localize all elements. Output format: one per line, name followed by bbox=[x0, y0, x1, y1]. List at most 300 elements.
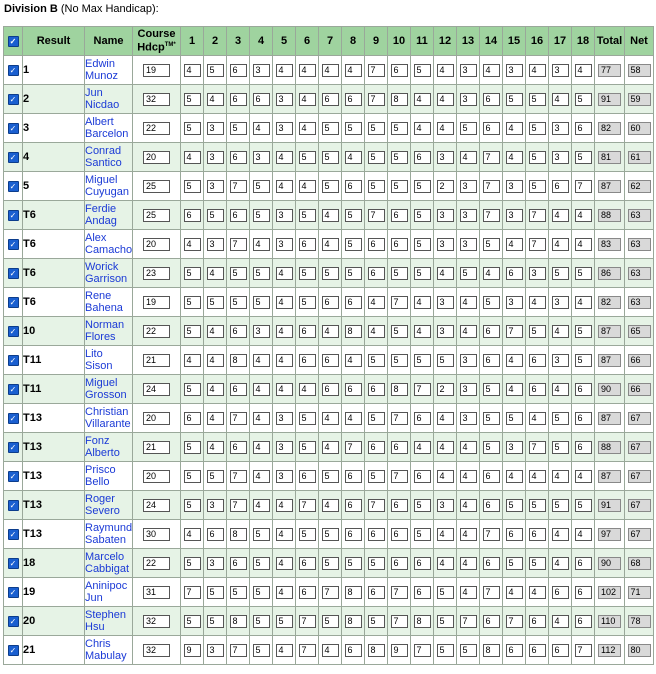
hdcp-input[interactable]: 22 bbox=[143, 325, 170, 338]
hole-13-score-input[interactable]: 3 bbox=[460, 209, 477, 222]
hole-15-score-input[interactable]: 7 bbox=[506, 325, 523, 338]
hole-17-score-input[interactable]: 4 bbox=[552, 557, 569, 570]
hole-4-score-input[interactable]: 4 bbox=[253, 354, 270, 367]
hole-8-score-input[interactable]: 8 bbox=[345, 586, 362, 599]
hdcp-input[interactable]: 20 bbox=[143, 470, 170, 483]
hole-11-score-input[interactable]: 5 bbox=[414, 528, 431, 541]
hole-18-score-input[interactable]: 4 bbox=[575, 64, 592, 77]
hdcp-input[interactable]: 21 bbox=[143, 441, 170, 454]
hole-14-score-input[interactable]: 7 bbox=[483, 586, 500, 599]
hole-6-score-input[interactable]: 5 bbox=[299, 267, 316, 280]
hole-13-score-input[interactable]: 4 bbox=[460, 499, 477, 512]
player-name-link[interactable] bbox=[85, 116, 128, 140]
hdcp-input[interactable]: 32 bbox=[143, 93, 170, 106]
hole-7-score-input[interactable]: 5 bbox=[322, 180, 339, 193]
row-checkbox[interactable]: ✓ bbox=[8, 500, 19, 511]
hole-8-score-input[interactable]: 5 bbox=[345, 238, 362, 251]
hole-15-score-input[interactable]: 6 bbox=[506, 644, 523, 657]
hole-13-score-input[interactable]: 4 bbox=[460, 586, 477, 599]
hole-1-score-input[interactable]: 4 bbox=[184, 238, 201, 251]
hdcp-input[interactable]: 31 bbox=[143, 586, 170, 599]
hole-11-score-input[interactable]: 5 bbox=[414, 267, 431, 280]
hdcp-input[interactable]: 24 bbox=[143, 383, 170, 396]
hole-4-score-input[interactable]: 4 bbox=[253, 238, 270, 251]
hole-15-score-input[interactable]: 6 bbox=[506, 267, 523, 280]
hole-18-score-input[interactable]: 6 bbox=[575, 615, 592, 628]
hole-3-score-input[interactable]: 8 bbox=[230, 528, 247, 541]
hole-7-score-input[interactable]: 5 bbox=[322, 557, 339, 570]
hole-18-score-input[interactable]: 5 bbox=[575, 499, 592, 512]
hole-14-score-input[interactable]: 4 bbox=[483, 267, 500, 280]
hole-12-score-input[interactable]: 4 bbox=[437, 267, 454, 280]
hole-5-score-input[interactable]: 3 bbox=[276, 93, 293, 106]
hole-7-score-input[interactable]: 7 bbox=[322, 586, 339, 599]
hole-9-score-input[interactable]: 4 bbox=[368, 325, 385, 338]
hdcp-input[interactable]: 19 bbox=[143, 296, 170, 309]
hole-18-score-input[interactable]: 6 bbox=[575, 586, 592, 599]
hole-16-score-input[interactable]: 4 bbox=[529, 412, 546, 425]
hole-12-score-input[interactable]: 5 bbox=[437, 615, 454, 628]
hole-1-score-input[interactable]: 5 bbox=[184, 615, 201, 628]
hole-8-score-input[interactable]: 6 bbox=[345, 528, 362, 541]
hole-4-score-input[interactable]: 5 bbox=[253, 615, 270, 628]
hole-10-score-input[interactable]: 6 bbox=[391, 209, 408, 222]
hole-3-score-input[interactable]: 5 bbox=[230, 586, 247, 599]
hole-9-score-input[interactable]: 5 bbox=[368, 615, 385, 628]
hole-10-score-input[interactable]: 5 bbox=[391, 151, 408, 164]
hole-14-score-input[interactable]: 5 bbox=[483, 296, 500, 309]
hole-10-score-input[interactable]: 9 bbox=[391, 644, 408, 657]
hole-7-score-input[interactable]: 4 bbox=[322, 412, 339, 425]
hole-16-score-input[interactable]: 5 bbox=[529, 122, 546, 135]
hole-6-score-input[interactable]: 7 bbox=[299, 499, 316, 512]
hole-5-score-input[interactable]: 4 bbox=[276, 354, 293, 367]
hole-2-score-input[interactable]: 3 bbox=[207, 238, 224, 251]
hole-4-score-input[interactable]: 5 bbox=[253, 586, 270, 599]
hole-15-score-input[interactable]: 4 bbox=[506, 122, 523, 135]
row-checkbox[interactable]: ✓ bbox=[8, 65, 19, 76]
hole-1-score-input[interactable]: 7 bbox=[184, 586, 201, 599]
hole-14-score-input[interactable]: 6 bbox=[483, 325, 500, 338]
hole-5-score-input[interactable]: 4 bbox=[276, 644, 293, 657]
hole-10-score-input[interactable]: 6 bbox=[391, 499, 408, 512]
hole-3-score-input[interactable]: 7 bbox=[230, 499, 247, 512]
hole-10-score-input[interactable]: 6 bbox=[391, 528, 408, 541]
hole-6-score-input[interactable]: 4 bbox=[299, 122, 316, 135]
hole-7-score-input[interactable]: 4 bbox=[322, 644, 339, 657]
hole-11-score-input[interactable]: 8 bbox=[414, 615, 431, 628]
hole-16-score-input[interactable]: 5 bbox=[529, 325, 546, 338]
hole-16-score-input[interactable]: 4 bbox=[529, 64, 546, 77]
player-name-link[interactable] bbox=[85, 609, 126, 633]
hole-5-score-input[interactable]: 4 bbox=[276, 528, 293, 541]
hole-5-score-input[interactable]: 4 bbox=[276, 383, 293, 396]
hole-4-score-input[interactable]: 5 bbox=[253, 296, 270, 309]
hole-16-score-input[interactable]: 7 bbox=[529, 209, 546, 222]
hole-2-score-input[interactable]: 3 bbox=[207, 499, 224, 512]
hole-16-score-input[interactable]: 6 bbox=[529, 615, 546, 628]
hole-17-score-input[interactable]: 6 bbox=[552, 644, 569, 657]
hole-9-score-input[interactable]: 5 bbox=[368, 354, 385, 367]
hole-7-score-input[interactable]: 6 bbox=[322, 383, 339, 396]
hole-11-score-input[interactable]: 6 bbox=[414, 586, 431, 599]
hole-10-score-input[interactable]: 5 bbox=[391, 325, 408, 338]
hole-10-score-input[interactable]: 5 bbox=[391, 122, 408, 135]
hole-18-score-input[interactable]: 4 bbox=[575, 528, 592, 541]
hole-13-score-input[interactable]: 4 bbox=[460, 441, 477, 454]
hole-8-score-input[interactable]: 5 bbox=[345, 209, 362, 222]
hole-17-score-input[interactable]: 3 bbox=[552, 151, 569, 164]
hole-17-score-input[interactable]: 3 bbox=[552, 296, 569, 309]
hole-5-score-input[interactable]: 5 bbox=[276, 615, 293, 628]
hdcp-input[interactable]: 32 bbox=[143, 615, 170, 628]
hole-17-score-input[interactable]: 5 bbox=[552, 412, 569, 425]
hole-1-score-input[interactable]: 5 bbox=[184, 557, 201, 570]
hole-6-score-input[interactable]: 4 bbox=[299, 383, 316, 396]
hole-17-score-input[interactable]: 6 bbox=[552, 586, 569, 599]
hole-3-score-input[interactable]: 5 bbox=[230, 122, 247, 135]
hole-8-score-input[interactable]: 6 bbox=[345, 93, 362, 106]
hole-14-score-input[interactable]: 5 bbox=[483, 238, 500, 251]
hole-12-score-input[interactable]: 5 bbox=[437, 354, 454, 367]
hole-13-score-input[interactable]: 4 bbox=[460, 528, 477, 541]
hole-1-score-input[interactable]: 5 bbox=[184, 180, 201, 193]
hole-3-score-input[interactable]: 5 bbox=[230, 267, 247, 280]
hole-1-score-input[interactable]: 5 bbox=[184, 122, 201, 135]
hole-8-score-input[interactable]: 6 bbox=[345, 383, 362, 396]
hole-10-score-input[interactable]: 7 bbox=[391, 615, 408, 628]
hole-9-score-input[interactable]: 7 bbox=[368, 64, 385, 77]
row-checkbox[interactable]: ✓ bbox=[8, 152, 19, 163]
hole-18-score-input[interactable]: 6 bbox=[575, 412, 592, 425]
hole-8-score-input[interactable]: 5 bbox=[345, 557, 362, 570]
hole-15-score-input[interactable]: 4 bbox=[506, 586, 523, 599]
hole-1-score-input[interactable]: 4 bbox=[184, 64, 201, 77]
hole-10-score-input[interactable]: 6 bbox=[391, 64, 408, 77]
hole-16-score-input[interactable]: 4 bbox=[529, 470, 546, 483]
hole-3-score-input[interactable]: 6 bbox=[230, 557, 247, 570]
hole-5-score-input[interactable]: 3 bbox=[276, 122, 293, 135]
hole-17-score-input[interactable]: 4 bbox=[552, 325, 569, 338]
hole-10-score-input[interactable]: 7 bbox=[391, 586, 408, 599]
hole-16-score-input[interactable]: 6 bbox=[529, 354, 546, 367]
hole-2-score-input[interactable]: 4 bbox=[207, 383, 224, 396]
hole-10-score-input[interactable]: 5 bbox=[391, 354, 408, 367]
hole-5-score-input[interactable]: 3 bbox=[276, 470, 293, 483]
hole-12-score-input[interactable]: 3 bbox=[437, 209, 454, 222]
hole-4-score-input[interactable]: 5 bbox=[253, 644, 270, 657]
hole-5-score-input[interactable]: 4 bbox=[276, 586, 293, 599]
hole-14-score-input[interactable]: 8 bbox=[483, 644, 500, 657]
hole-18-score-input[interactable]: 4 bbox=[575, 470, 592, 483]
row-checkbox[interactable]: ✓ bbox=[8, 587, 19, 598]
hdcp-input[interactable]: 20 bbox=[143, 238, 170, 251]
hole-11-score-input[interactable]: 5 bbox=[414, 499, 431, 512]
hole-6-score-input[interactable]: 7 bbox=[299, 615, 316, 628]
hole-3-score-input[interactable]: 7 bbox=[230, 470, 247, 483]
hole-18-score-input[interactable]: 5 bbox=[575, 93, 592, 106]
player-name-link[interactable] bbox=[85, 348, 113, 372]
hole-18-score-input[interactable]: 5 bbox=[575, 325, 592, 338]
hole-11-score-input[interactable]: 4 bbox=[414, 296, 431, 309]
hole-12-score-input[interactable]: 2 bbox=[437, 180, 454, 193]
hole-10-score-input[interactable]: 8 bbox=[391, 383, 408, 396]
hole-4-score-input[interactable]: 4 bbox=[253, 383, 270, 396]
hole-15-score-input[interactable]: 4 bbox=[506, 383, 523, 396]
hole-7-score-input[interactable]: 4 bbox=[322, 209, 339, 222]
hole-15-score-input[interactable]: 5 bbox=[506, 412, 523, 425]
hole-3-score-input[interactable]: 6 bbox=[230, 441, 247, 454]
hole-14-score-input[interactable]: 6 bbox=[483, 557, 500, 570]
hole-2-score-input[interactable]: 5 bbox=[207, 64, 224, 77]
hole-8-score-input[interactable]: 4 bbox=[345, 64, 362, 77]
hole-13-score-input[interactable]: 3 bbox=[460, 64, 477, 77]
hole-3-score-input[interactable]: 6 bbox=[230, 209, 247, 222]
hole-7-score-input[interactable]: 6 bbox=[322, 93, 339, 106]
hole-11-score-input[interactable]: 6 bbox=[414, 151, 431, 164]
hole-17-score-input[interactable]: 5 bbox=[552, 267, 569, 280]
hdcp-input[interactable]: 24 bbox=[143, 499, 170, 512]
hole-6-score-input[interactable]: 5 bbox=[299, 441, 316, 454]
hole-8-score-input[interactable]: 6 bbox=[345, 296, 362, 309]
row-checkbox[interactable]: ✓ bbox=[8, 268, 19, 279]
hole-13-score-input[interactable]: 3 bbox=[460, 93, 477, 106]
hole-8-score-input[interactable]: 4 bbox=[345, 354, 362, 367]
hole-6-score-input[interactable]: 4 bbox=[299, 64, 316, 77]
hole-16-score-input[interactable]: 5 bbox=[529, 93, 546, 106]
hole-1-score-input[interactable]: 5 bbox=[184, 470, 201, 483]
hole-17-score-input[interactable]: 4 bbox=[552, 209, 569, 222]
hole-6-score-input[interactable]: 6 bbox=[299, 325, 316, 338]
hole-3-score-input[interactable]: 7 bbox=[230, 644, 247, 657]
hole-12-score-input[interactable]: 5 bbox=[437, 644, 454, 657]
hole-6-score-input[interactable]: 5 bbox=[299, 412, 316, 425]
hole-17-score-input[interactable]: 4 bbox=[552, 615, 569, 628]
hole-13-score-input[interactable]: 4 bbox=[460, 325, 477, 338]
hole-3-score-input[interactable]: 8 bbox=[230, 615, 247, 628]
hole-9-score-input[interactable]: 7 bbox=[368, 209, 385, 222]
hole-3-score-input[interactable]: 6 bbox=[230, 325, 247, 338]
row-checkbox[interactable]: ✓ bbox=[8, 326, 19, 337]
hole-17-score-input[interactable]: 4 bbox=[552, 470, 569, 483]
hole-9-score-input[interactable]: 6 bbox=[368, 528, 385, 541]
hole-6-score-input[interactable]: 6 bbox=[299, 557, 316, 570]
hole-16-score-input[interactable]: 5 bbox=[529, 180, 546, 193]
hole-18-score-input[interactable]: 6 bbox=[575, 383, 592, 396]
player-name-link[interactable] bbox=[85, 58, 118, 82]
hole-15-score-input[interactable]: 3 bbox=[506, 441, 523, 454]
player-name-link[interactable] bbox=[85, 638, 127, 662]
hole-1-score-input[interactable]: 5 bbox=[184, 93, 201, 106]
hole-14-score-input[interactable]: 6 bbox=[483, 470, 500, 483]
hole-16-score-input[interactable]: 5 bbox=[529, 557, 546, 570]
hole-2-score-input[interactable]: 3 bbox=[207, 644, 224, 657]
hole-17-score-input[interactable]: 3 bbox=[552, 122, 569, 135]
hole-17-score-input[interactable]: 4 bbox=[552, 528, 569, 541]
hole-6-score-input[interactable]: 6 bbox=[299, 238, 316, 251]
hdcp-input[interactable]: 25 bbox=[143, 209, 170, 222]
hole-2-score-input[interactable]: 4 bbox=[207, 441, 224, 454]
hole-16-score-input[interactable]: 4 bbox=[529, 296, 546, 309]
hole-9-score-input[interactable]: 6 bbox=[368, 586, 385, 599]
hole-11-score-input[interactable]: 7 bbox=[414, 644, 431, 657]
hole-9-score-input[interactable]: 4 bbox=[368, 296, 385, 309]
hole-9-score-input[interactable]: 5 bbox=[368, 470, 385, 483]
hole-12-score-input[interactable]: 4 bbox=[437, 528, 454, 541]
row-checkbox[interactable]: ✓ bbox=[8, 181, 19, 192]
hole-18-score-input[interactable]: 7 bbox=[575, 644, 592, 657]
hole-8-score-input[interactable]: 4 bbox=[345, 412, 362, 425]
hole-16-score-input[interactable]: 4 bbox=[529, 586, 546, 599]
hole-14-score-input[interactable]: 7 bbox=[483, 528, 500, 541]
row-checkbox[interactable]: ✓ bbox=[8, 94, 19, 105]
hole-10-score-input[interactable]: 7 bbox=[391, 470, 408, 483]
player-name-link[interactable] bbox=[85, 290, 123, 314]
hole-10-score-input[interactable]: 6 bbox=[391, 557, 408, 570]
hole-9-score-input[interactable]: 5 bbox=[368, 180, 385, 193]
hdcp-input[interactable]: 25 bbox=[143, 180, 170, 193]
row-checkbox[interactable]: ✓ bbox=[8, 442, 19, 453]
hole-7-score-input[interactable]: 6 bbox=[322, 296, 339, 309]
hole-2-score-input[interactable]: 3 bbox=[207, 180, 224, 193]
hdcp-input[interactable]: 21 bbox=[143, 354, 170, 367]
hole-5-score-input[interactable]: 4 bbox=[276, 267, 293, 280]
hole-1-score-input[interactable]: 5 bbox=[184, 296, 201, 309]
hole-15-score-input[interactable]: 3 bbox=[506, 209, 523, 222]
hole-2-score-input[interactable]: 6 bbox=[207, 528, 224, 541]
player-name-link[interactable] bbox=[85, 377, 127, 401]
hole-14-score-input[interactable]: 5 bbox=[483, 441, 500, 454]
hole-14-score-input[interactable]: 4 bbox=[483, 64, 500, 77]
hole-15-score-input[interactable]: 5 bbox=[506, 557, 523, 570]
hole-12-score-input[interactable]: 3 bbox=[437, 151, 454, 164]
hole-2-score-input[interactable]: 5 bbox=[207, 470, 224, 483]
hole-2-score-input[interactable]: 4 bbox=[207, 354, 224, 367]
hole-7-score-input[interactable]: 4 bbox=[322, 64, 339, 77]
hole-3-score-input[interactable]: 6 bbox=[230, 93, 247, 106]
hole-1-score-input[interactable]: 6 bbox=[184, 209, 201, 222]
hole-1-score-input[interactable]: 4 bbox=[184, 354, 201, 367]
hole-6-score-input[interactable]: 5 bbox=[299, 296, 316, 309]
hole-18-score-input[interactable]: 6 bbox=[575, 557, 592, 570]
hole-2-score-input[interactable]: 5 bbox=[207, 615, 224, 628]
hole-18-score-input[interactable]: 6 bbox=[575, 122, 592, 135]
hole-6-score-input[interactable]: 6 bbox=[299, 586, 316, 599]
row-checkbox[interactable]: ✓ bbox=[8, 616, 19, 627]
hole-8-score-input[interactable]: 6 bbox=[345, 644, 362, 657]
hole-12-score-input[interactable]: 4 bbox=[437, 470, 454, 483]
course-hdcp-header[interactable] bbox=[133, 27, 181, 56]
hole-13-score-input[interactable]: 7 bbox=[460, 615, 477, 628]
hole-3-score-input[interactable]: 7 bbox=[230, 180, 247, 193]
select-all-checkbox[interactable]: ✓ bbox=[8, 36, 19, 47]
hole-10-score-input[interactable]: 5 bbox=[391, 267, 408, 280]
row-checkbox[interactable]: ✓ bbox=[8, 471, 19, 482]
hdcp-input[interactable]: 22 bbox=[143, 557, 170, 570]
hole-4-score-input[interactable]: 4 bbox=[253, 412, 270, 425]
hole-15-score-input[interactable]: 3 bbox=[506, 64, 523, 77]
player-name-link[interactable] bbox=[85, 551, 129, 575]
hole-12-score-input[interactable]: 2 bbox=[437, 383, 454, 396]
hole-14-score-input[interactable]: 7 bbox=[483, 151, 500, 164]
hole-1-score-input[interactable]: 5 bbox=[184, 383, 201, 396]
hole-4-score-input[interactable]: 6 bbox=[253, 93, 270, 106]
hole-14-score-input[interactable]: 6 bbox=[483, 354, 500, 367]
hole-13-score-input[interactable]: 4 bbox=[460, 151, 477, 164]
hole-11-score-input[interactable]: 5 bbox=[414, 238, 431, 251]
player-name-link[interactable] bbox=[85, 464, 116, 488]
hole-12-score-input[interactable]: 3 bbox=[437, 499, 454, 512]
hole-12-score-input[interactable]: 4 bbox=[437, 557, 454, 570]
hole-15-score-input[interactable]: 4 bbox=[506, 151, 523, 164]
hole-17-score-input[interactable]: 6 bbox=[552, 180, 569, 193]
player-name-link[interactable] bbox=[85, 232, 132, 256]
hole-5-score-input[interactable]: 4 bbox=[276, 296, 293, 309]
hole-14-score-input[interactable]: 6 bbox=[483, 499, 500, 512]
player-name-link[interactable] bbox=[85, 522, 132, 546]
hole-6-score-input[interactable]: 6 bbox=[299, 354, 316, 367]
hole-12-score-input[interactable]: 4 bbox=[437, 93, 454, 106]
hole-1-score-input[interactable]: 6 bbox=[184, 412, 201, 425]
hole-7-score-input[interactable]: 5 bbox=[322, 615, 339, 628]
hole-18-score-input[interactable]: 5 bbox=[575, 267, 592, 280]
hole-15-score-input[interactable]: 4 bbox=[506, 238, 523, 251]
row-checkbox[interactable]: ✓ bbox=[8, 384, 19, 395]
hole-12-score-input[interactable]: 4 bbox=[437, 412, 454, 425]
hole-1-score-input[interactable]: 5 bbox=[184, 499, 201, 512]
hole-17-score-input[interactable]: 3 bbox=[552, 64, 569, 77]
player-name-link[interactable] bbox=[85, 435, 120, 459]
hole-4-score-input[interactable]: 5 bbox=[253, 209, 270, 222]
player-name-link[interactable] bbox=[85, 406, 131, 430]
hole-7-score-input[interactable]: 4 bbox=[322, 499, 339, 512]
hole-16-score-input[interactable]: 6 bbox=[529, 528, 546, 541]
hole-1-score-input[interactable]: 9 bbox=[184, 644, 201, 657]
hole-7-score-input[interactable]: 5 bbox=[322, 528, 339, 541]
hole-3-score-input[interactable]: 5 bbox=[230, 296, 247, 309]
hole-4-score-input[interactable]: 4 bbox=[253, 441, 270, 454]
hole-13-score-input[interactable]: 4 bbox=[460, 557, 477, 570]
hole-4-score-input[interactable]: 5 bbox=[253, 267, 270, 280]
hole-13-score-input[interactable]: 4 bbox=[460, 296, 477, 309]
hole-7-score-input[interactable]: 5 bbox=[322, 267, 339, 280]
hole-7-score-input[interactable]: 5 bbox=[322, 151, 339, 164]
hole-10-score-input[interactable]: 6 bbox=[391, 441, 408, 454]
hole-8-score-input[interactable]: 6 bbox=[345, 470, 362, 483]
hole-6-score-input[interactable]: 4 bbox=[299, 93, 316, 106]
row-checkbox[interactable]: ✓ bbox=[8, 355, 19, 366]
hole-9-score-input[interactable]: 6 bbox=[368, 383, 385, 396]
hole-11-score-input[interactable]: 6 bbox=[414, 412, 431, 425]
hole-13-score-input[interactable]: 3 bbox=[460, 180, 477, 193]
hole-15-score-input[interactable]: 6 bbox=[506, 528, 523, 541]
hole-5-score-input[interactable]: 4 bbox=[276, 557, 293, 570]
hole-3-score-input[interactable]: 7 bbox=[230, 238, 247, 251]
player-name-link[interactable] bbox=[85, 493, 120, 517]
hole-17-score-input[interactable]: 4 bbox=[552, 383, 569, 396]
hole-3-score-input[interactable]: 6 bbox=[230, 151, 247, 164]
hole-5-score-input[interactable]: 4 bbox=[276, 499, 293, 512]
hole-8-score-input[interactable]: 8 bbox=[345, 325, 362, 338]
player-name-link[interactable] bbox=[85, 261, 127, 285]
hole-8-score-input[interactable]: 7 bbox=[345, 441, 362, 454]
hole-15-score-input[interactable]: 4 bbox=[506, 354, 523, 367]
hole-15-score-input[interactable]: 5 bbox=[506, 93, 523, 106]
hdcp-input[interactable]: 20 bbox=[143, 151, 170, 164]
hole-18-score-input[interactable]: 4 bbox=[575, 209, 592, 222]
hole-17-score-input[interactable]: 4 bbox=[552, 238, 569, 251]
hole-4-score-input[interactable]: 4 bbox=[253, 470, 270, 483]
